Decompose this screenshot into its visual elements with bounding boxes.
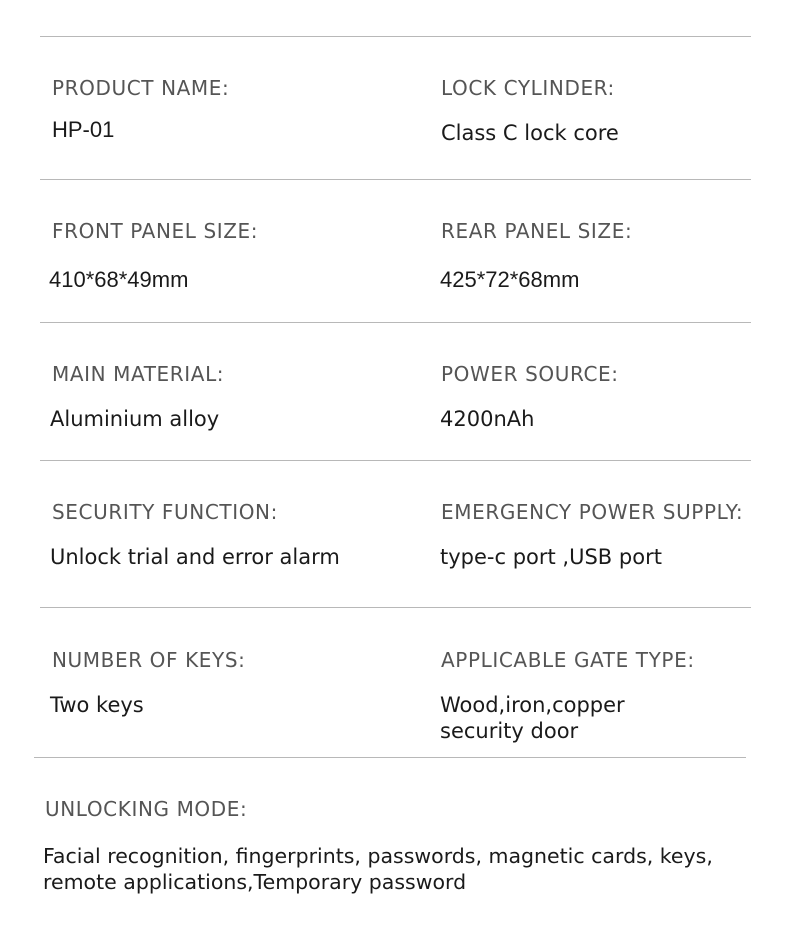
applicable-gate-type-value-line-2: security door [440, 719, 579, 743]
applicable-gate-type-label: APPLICABLE GATE TYPE: [441, 648, 695, 672]
power-source-label: POWER SOURCE: [441, 362, 619, 386]
security-function-label: SECURITY FUNCTION: [52, 500, 278, 524]
product-name-value: HP-01 [52, 117, 115, 142]
security-function-value: Unlock trial and error alarm [50, 545, 340, 569]
number-of-keys-label: NUMBER OF KEYS: [52, 648, 246, 672]
number-of-keys-value: Two keys [50, 693, 144, 717]
unlocking-mode-label: UNLOCKING MODE: [45, 797, 248, 821]
emergency-power-supply-label: EMERGENCY POWER SUPPLY: [441, 500, 744, 524]
divider [40, 36, 751, 37]
product-name-label: PRODUCT NAME: [52, 76, 230, 100]
divider [40, 322, 751, 323]
front-panel-size-label: FRONT PANEL SIZE: [52, 219, 259, 243]
divider [40, 607, 751, 608]
power-source-value: 4200nAh [440, 407, 535, 431]
emergency-power-supply-value: type-c port ,USB port [440, 545, 662, 569]
main-material-label: MAIN MATERIAL: [52, 362, 225, 386]
divider [40, 179, 751, 180]
rear-panel-size-label: REAR PANEL SIZE: [441, 219, 633, 243]
lock-cylinder-label: LOCK CYLINDER: [441, 76, 615, 100]
divider [40, 460, 751, 461]
unlocking-mode-value-line-2: remote applications,Temporary password [43, 870, 467, 894]
divider [34, 757, 746, 758]
main-material-value: Aluminium alloy [50, 407, 220, 431]
applicable-gate-type-value-line-1: Wood,iron,copper [440, 693, 625, 717]
lock-cylinder-value: Class C lock core [441, 121, 619, 145]
front-panel-size-value: 410*68*49mm [49, 267, 189, 292]
unlocking-mode-value-line-1: Facial recognition, fingerprints, passwords, magnetic cards, keys, [43, 844, 713, 868]
rear-panel-size-value: 425*72*68mm [440, 267, 580, 292]
